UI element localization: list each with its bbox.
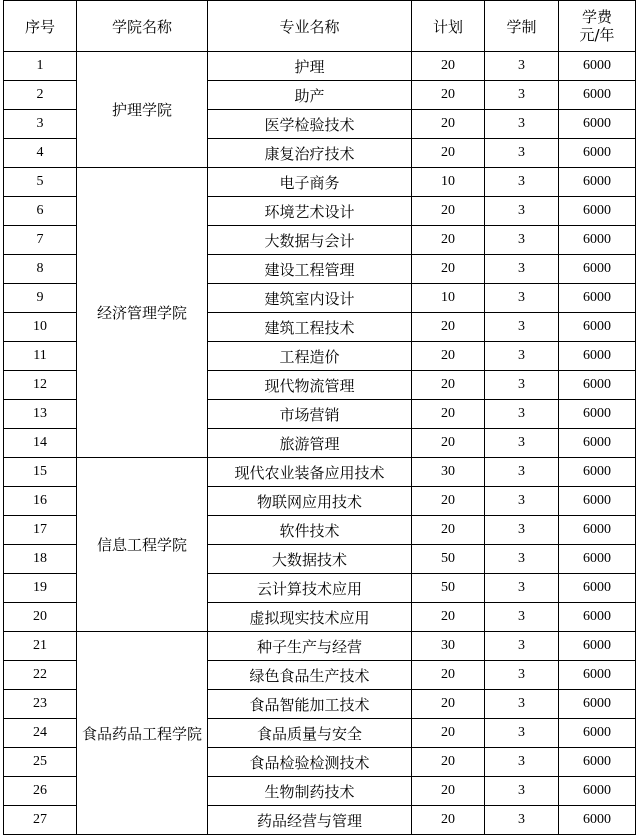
plan-count: 20 [412,777,485,806]
major-name: 工程造价 [208,342,412,371]
study-years: 3 [485,574,559,603]
tuition-fee: 6000 [559,342,636,371]
header-plan: 计划 [412,1,485,52]
tuition-fee: 6000 [559,429,636,458]
row-seq: 17 [4,516,77,545]
row-seq: 15 [4,458,77,487]
school-name: 食品药品工程学院 [77,632,208,835]
tuition-fee: 6000 [559,545,636,574]
plan-count: 10 [412,168,485,197]
header-fee-line1: 学费 [581,8,612,26]
row-seq: 19 [4,574,77,603]
plan-count: 20 [412,690,485,719]
plan-count: 20 [412,255,485,284]
tuition-fee: 6000 [559,139,636,168]
study-years: 3 [485,719,559,748]
study-years: 3 [485,429,559,458]
tuition-fee: 6000 [559,284,636,313]
major-name: 电子商务 [208,168,412,197]
plan-count: 20 [412,719,485,748]
row-seq: 18 [4,545,77,574]
row-seq: 9 [4,284,77,313]
tuition-fee: 6000 [559,487,636,516]
tuition-fee: 6000 [559,226,636,255]
major-name: 现代农业装备应用技术 [208,458,412,487]
study-years: 3 [485,197,559,226]
table-row [4,52,636,81]
plan-count: 20 [412,400,485,429]
tuition-fee: 6000 [559,400,636,429]
major-name: 药品经营与管理 [208,806,412,835]
study-years: 3 [485,52,559,81]
plan-count: 20 [412,197,485,226]
tuition-fee: 6000 [559,661,636,690]
plan-count: 20 [412,661,485,690]
tuition-fee: 6000 [559,458,636,487]
row-seq: 14 [4,429,77,458]
tuition-fee: 6000 [559,110,636,139]
row-seq: 10 [4,313,77,342]
tuition-fee: 6000 [559,81,636,110]
plan-count: 20 [412,81,485,110]
row-seq: 3 [4,110,77,139]
plan-count: 20 [412,806,485,835]
tuition-fee: 6000 [559,168,636,197]
plan-count: 20 [412,429,485,458]
row-seq: 8 [4,255,77,284]
major-name: 生物制药技术 [208,777,412,806]
study-years: 3 [485,603,559,632]
major-name: 软件技术 [208,516,412,545]
plan-count: 20 [412,110,485,139]
row-seq: 21 [4,632,77,661]
table-row [4,458,636,487]
plan-count: 20 [412,603,485,632]
table-row [4,168,636,197]
tuition-fee: 6000 [559,748,636,777]
study-years: 3 [485,81,559,110]
study-years: 3 [485,342,559,371]
study-years: 3 [485,545,559,574]
row-seq: 11 [4,342,77,371]
tuition-fee: 6000 [559,574,636,603]
major-name: 建筑工程技术 [208,313,412,342]
tuition-fee: 6000 [559,313,636,342]
plan-count: 20 [412,516,485,545]
header-seq: 序号 [4,1,77,52]
plan-count: 20 [412,748,485,777]
tuition-fee: 6000 [559,52,636,81]
major-name: 护理 [208,52,412,81]
major-name: 云计算技术应用 [208,574,412,603]
study-years: 3 [485,748,559,777]
study-years: 3 [485,400,559,429]
row-seq: 22 [4,661,77,690]
major-name: 医学检验技术 [208,110,412,139]
major-name: 建设工程管理 [208,255,412,284]
row-seq: 4 [4,139,77,168]
major-name: 物联网应用技术 [208,487,412,516]
tuition-fee: 6000 [559,632,636,661]
enrollment-plan-table [3,0,636,835]
major-name: 食品质量与安全 [208,719,412,748]
school-name: 经济管理学院 [77,168,208,458]
row-seq: 5 [4,168,77,197]
row-seq: 13 [4,400,77,429]
row-seq: 24 [4,719,77,748]
row-seq: 7 [4,226,77,255]
tuition-fee: 6000 [559,371,636,400]
row-seq: 12 [4,371,77,400]
tuition-fee: 6000 [559,719,636,748]
study-years: 3 [485,458,559,487]
tuition-fee: 6000 [559,690,636,719]
major-name: 绿色食品生产技术 [208,661,412,690]
study-years: 3 [485,632,559,661]
study-years: 3 [485,371,559,400]
header-fee [559,1,636,52]
study-years: 3 [485,806,559,835]
major-name: 市场营销 [208,400,412,429]
major-name: 虚拟现实技术应用 [208,603,412,632]
study-years: 3 [485,661,559,690]
plan-count: 20 [412,139,485,168]
row-seq: 6 [4,197,77,226]
tuition-fee: 6000 [559,197,636,226]
plan-count: 20 [412,313,485,342]
study-years: 3 [485,168,559,197]
study-years: 3 [485,516,559,545]
major-name: 种子生产与经营 [208,632,412,661]
study-years: 3 [485,487,559,516]
row-seq: 26 [4,777,77,806]
plan-count: 20 [412,342,485,371]
major-name: 食品智能加工技术 [208,690,412,719]
row-seq: 23 [4,690,77,719]
major-name: 大数据与会计 [208,226,412,255]
study-years: 3 [485,690,559,719]
study-years: 3 [485,139,559,168]
row-seq: 20 [4,603,77,632]
school-name: 信息工程学院 [77,458,208,632]
plan-count: 30 [412,458,485,487]
row-seq: 16 [4,487,77,516]
row-seq: 27 [4,806,77,835]
plan-count: 20 [412,52,485,81]
major-name: 康复治疗技术 [208,139,412,168]
table-row [4,632,636,661]
study-years: 3 [485,226,559,255]
plan-count: 50 [412,574,485,603]
plan-count: 20 [412,487,485,516]
major-name: 现代物流管理 [208,371,412,400]
major-name: 食品检验检测技术 [208,748,412,777]
header-fee-line2: 元/年 [579,26,615,44]
plan-count: 20 [412,226,485,255]
major-name: 建筑室内设计 [208,284,412,313]
plan-count: 20 [412,371,485,400]
row-seq: 2 [4,81,77,110]
tuition-fee: 6000 [559,806,636,835]
major-name: 助产 [208,81,412,110]
plan-count: 10 [412,284,485,313]
header-years: 学制 [485,1,559,52]
header-major: 专业名称 [208,1,412,52]
plan-count: 50 [412,545,485,574]
tuition-fee: 6000 [559,777,636,806]
major-name: 环境艺术设计 [208,197,412,226]
study-years: 3 [485,313,559,342]
tuition-fee: 6000 [559,255,636,284]
plan-count: 30 [412,632,485,661]
study-years: 3 [485,777,559,806]
school-name: 护理学院 [77,52,208,168]
major-name: 大数据技术 [208,545,412,574]
study-years: 3 [485,110,559,139]
tuition-fee: 6000 [559,603,636,632]
tuition-fee: 6000 [559,516,636,545]
study-years: 3 [485,284,559,313]
major-name: 旅游管理 [208,429,412,458]
study-years: 3 [485,255,559,284]
header-school: 学院名称 [77,1,208,52]
row-seq: 1 [4,52,77,81]
header-row [4,1,636,52]
row-seq: 25 [4,748,77,777]
